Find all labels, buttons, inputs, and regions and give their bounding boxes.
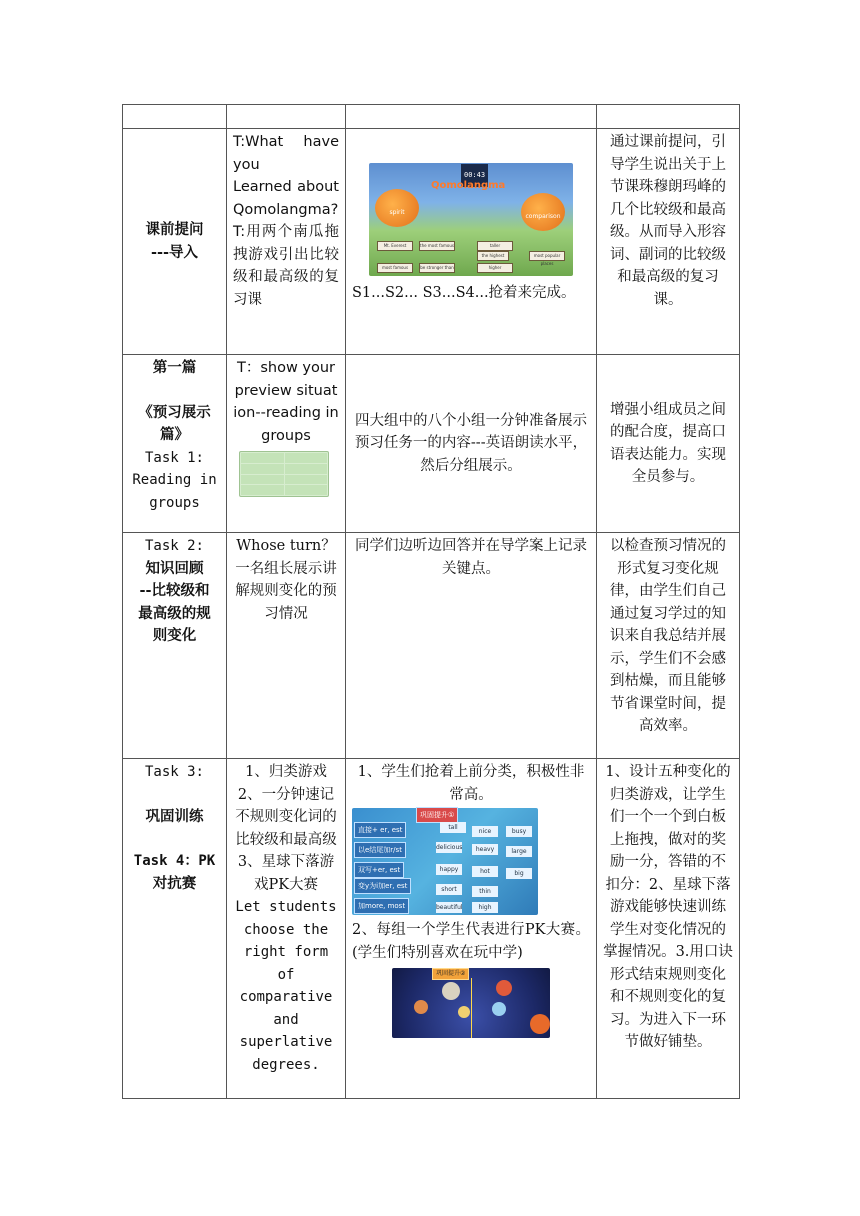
stage-subtitle: --比较级和 (139, 582, 210, 599)
task-label: Reading in (132, 472, 217, 488)
purpose-cell: 通过课前提问，引导学生说出关于上节课珠穆朗玛峰的几个比较级和最高级。从而导入形容词、副词的比较级和最高级的复习课。 (597, 129, 740, 355)
word-card: happy (436, 864, 462, 875)
divider (471, 978, 472, 1038)
table-row (123, 759, 740, 1099)
stage-cell (123, 355, 227, 533)
teacher-line-en: Let students choose the right form of comparative and superlative degrees. (235, 899, 337, 1073)
word-card: tall (440, 822, 466, 833)
teacher-line: 2、一分钟速记不规则变化词的比较级和最高级 (235, 786, 337, 848)
word-tile: taller (477, 241, 513, 251)
task-label: Task 2: (144, 538, 204, 554)
stage-title: 课前提问 (145, 221, 204, 238)
task-label: Task 3: (144, 764, 204, 780)
stage-title: 知识回顾 (145, 559, 204, 577)
teacher-line: 3、星球下落游戏PK大赛 (237, 854, 335, 893)
classify-game-screenshot (352, 808, 538, 915)
empty-cell (123, 105, 227, 129)
purpose-cell: 1、设计五种变化的归类游戏，让学生们一个一个到白板上拖拽，做对的奖励一分，答错的不扣分：2、星球下落游戏能够快速训练学生对变化情况的掌握情况。3.用口诀形式结束规则变化和不规则变化的复习。为进入下一环节做好铺垫。 (597, 759, 740, 1099)
table-row (123, 105, 740, 129)
table-row (123, 533, 740, 759)
pumpkin-left-icon: spirit (375, 189, 419, 227)
timer-label: 00:43 (461, 164, 488, 187)
teacher-activity-cell (227, 355, 346, 533)
word-tile: higher (477, 263, 513, 273)
word-tile: most popular places (529, 251, 565, 261)
preview-worksheet-thumbnail (239, 451, 329, 497)
rule-label: 变y为i加er, est (354, 878, 411, 894)
purpose-cell: 以检查预习情况的形式复习变化规律，由学生们自己通过复习学过的知识来自我总结并展示，学生们不会感到枯燥，而且能够节省课堂时间，提高效率。 (597, 533, 740, 759)
rule-label: 双写+er, est (354, 862, 404, 878)
empty-cell (227, 105, 346, 129)
word-tile: most famous (377, 263, 413, 273)
stage-title: 第一篇 (152, 359, 197, 376)
student-activity-cell: 四大组中的八个小组一分钟准备展示预习任务一的内容---英语朗读水平，然后分组展示。 (346, 355, 597, 533)
teacher-activity-cell (227, 759, 346, 1099)
teacher-line: T:What have you (233, 134, 339, 173)
pumpkin-game-screenshot (369, 163, 573, 276)
table-row (123, 129, 740, 355)
stage-subtitle: 则变化 (152, 627, 197, 644)
stage-subtitle: 最高级的规 (138, 604, 211, 622)
word-card: beautiful (436, 904, 463, 911)
planet-icon (442, 982, 460, 1000)
word-card: hot (472, 866, 498, 877)
rule-label: 直接+ er, est (354, 822, 406, 838)
rule-label: 加more, most (354, 898, 409, 914)
task-label: Task 4：PK (133, 853, 216, 869)
teacher-activity-text: T：show your preview situation--reading in groups (233, 360, 339, 444)
stage-cell (123, 533, 227, 759)
purpose-cell: 增强小组成员之间的配合度，提高口语表达能力。实现全员参与。 (597, 355, 740, 533)
word-tile: the most famous (419, 241, 455, 251)
table-row (123, 355, 740, 533)
word-card: large (506, 846, 532, 857)
student-activity-text: 2、每组一个学生代表进行PK大赛。(学生们特别喜欢在玩中学) (352, 922, 590, 961)
student-activity-cell: 同学们边听边回答并在导学案上记录关键点。 (346, 533, 597, 759)
planet-icon (496, 980, 512, 996)
planet-icon (492, 1002, 506, 1016)
word-tile: Mt. Everest (377, 241, 413, 251)
stage-subtitle: ---导入 (150, 243, 199, 261)
game-title: Qomolangma (431, 180, 506, 191)
game-title: 巩固提升① (416, 807, 458, 823)
stage-cell (123, 129, 227, 355)
lesson-plan-table (122, 104, 740, 1099)
empty-cell (346, 105, 597, 129)
task-label: groups (149, 494, 200, 511)
planet-icon (414, 1000, 428, 1014)
word-card: delicious (436, 844, 463, 851)
student-activity-text: S1...S2... S3...S4...抢着来完成。 (352, 285, 576, 301)
teacher-line: 1、归类游戏 (245, 764, 327, 780)
stage-subtitle: 《预习展示篇》 (138, 403, 211, 443)
teacher-line: Learned about Qomolangma? (233, 179, 339, 218)
planet-icon (530, 1014, 550, 1034)
word-card: short (436, 884, 462, 895)
word-card: heavy (472, 844, 498, 855)
game-title: 巩固提升② (432, 968, 469, 980)
task-label: Task 1: (144, 449, 204, 466)
student-activity-cell (346, 759, 597, 1099)
word-card: nice (472, 826, 498, 837)
stage-cell (123, 759, 227, 1099)
student-activity-cell (346, 129, 597, 355)
planet-icon (458, 1006, 470, 1018)
teacher-line: T:用两个南瓜拖拽游戏引出比较级和最高级的复习课 (233, 224, 339, 308)
rule-label: 以e结尾加r/st (354, 842, 406, 858)
student-activity-text: 1、学生们抢着上前分类，积极性非常高。 (357, 764, 585, 803)
empty-cell (597, 105, 740, 129)
word-card: thin (472, 886, 498, 897)
word-tile: the highest (477, 251, 509, 261)
planet-game-screenshot (392, 968, 550, 1038)
word-tile: be stronger than (419, 263, 455, 273)
stage-title: 对抗赛 (152, 874, 197, 892)
word-card: busy (506, 826, 532, 837)
pumpkin-right-icon: comparison (521, 193, 565, 231)
word-card: high (472, 902, 498, 913)
word-card: big (506, 868, 532, 879)
teacher-activity-cell: Whose turn？一名组长展示讲解规则变化的预习情况 (227, 533, 346, 759)
stage-title: 巩固训练 (145, 807, 204, 825)
teacher-activity-cell (227, 129, 346, 355)
